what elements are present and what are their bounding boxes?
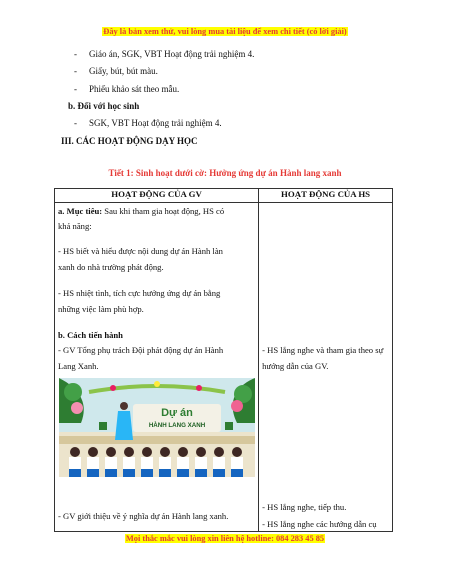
goal-label: a. Mục tiêu: — [58, 206, 103, 216]
method-step-cont: Lang Xanh. — [58, 361, 99, 371]
lesson-title: Tiết 1: Sinh hoạt dưới cờ: Hưởng ứng dự án Hành lang xanh — [108, 168, 342, 178]
goal-paragraph: a. Mục tiêu: Sau khi tham gia hoạt động, HS có — [58, 206, 225, 216]
illustration-subtitle: HÀNH LANG XANH — [148, 422, 206, 429]
material-item: - Phiếu khảo sát theo mẫu. — [89, 84, 179, 94]
student-item: - SGK, VBT Hoạt động trải nghiệm 4. — [89, 118, 222, 128]
activity-table — [54, 188, 393, 532]
method-step: - GV giới thiệu về ý nghĩa dự án Hành lang xanh. — [58, 511, 229, 521]
method-step: - GV Tổng phụ trách Đội phát động dự án Hành — [58, 345, 224, 355]
hs-response: - HS lắng nghe và tham gia theo sự — [262, 345, 384, 355]
section-title: III. CÁC HOẠT ĐỘNG DẠY HỌC — [61, 136, 198, 146]
preview-banner: Đây là bản xem thử, vui lòng mua tài liệu để xem chi tiết (có lời giải) — [103, 27, 347, 36]
goal-item-cont: những việc làm phù hợp. — [58, 304, 144, 314]
goal-text-cont: khả năng: — [58, 221, 92, 231]
hs-cell — [259, 203, 393, 532]
gv-cell — [55, 203, 259, 532]
hs-response: - HS lắng nghe, tiếp thu. — [262, 502, 347, 512]
hotline-banner: Mọi thắc mắc vui lòng xin liên hệ hotline: 084 283 45 85 — [125, 534, 325, 543]
illustration-svg — [59, 378, 255, 477]
hs-response-cont: hướng dẫn của GV. — [262, 361, 329, 371]
hs-response: - HS lắng nghe các hướng dẫn cụ — [262, 519, 377, 529]
method-label: b. Cách tiến hành — [58, 330, 123, 340]
student-heading: b. Đối với học sinh — [68, 101, 140, 111]
material-item: - Giấy, bút, bút màu. — [89, 66, 158, 76]
illustration-title: Dự án — [161, 407, 193, 419]
table-header-hs: HOẠT ĐỘNG CỦA HS — [259, 189, 393, 203]
table-header-gv: HOẠT ĐỘNG CỦA GV — [55, 189, 259, 203]
green-corridor-illustration — [59, 378, 255, 477]
goal-item: - HS biết và hiểu được nội dung dự án Hành làn — [58, 246, 223, 256]
goal-item: - HS nhiệt tình, tích cực hưởng ứng dự án bằng — [58, 288, 221, 298]
goal-item-cont: xanh do nhà trường phát động. — [58, 262, 164, 272]
material-item: - Giáo án, SGK, VBT Hoạt động trải nghiệm 4. — [89, 49, 254, 59]
